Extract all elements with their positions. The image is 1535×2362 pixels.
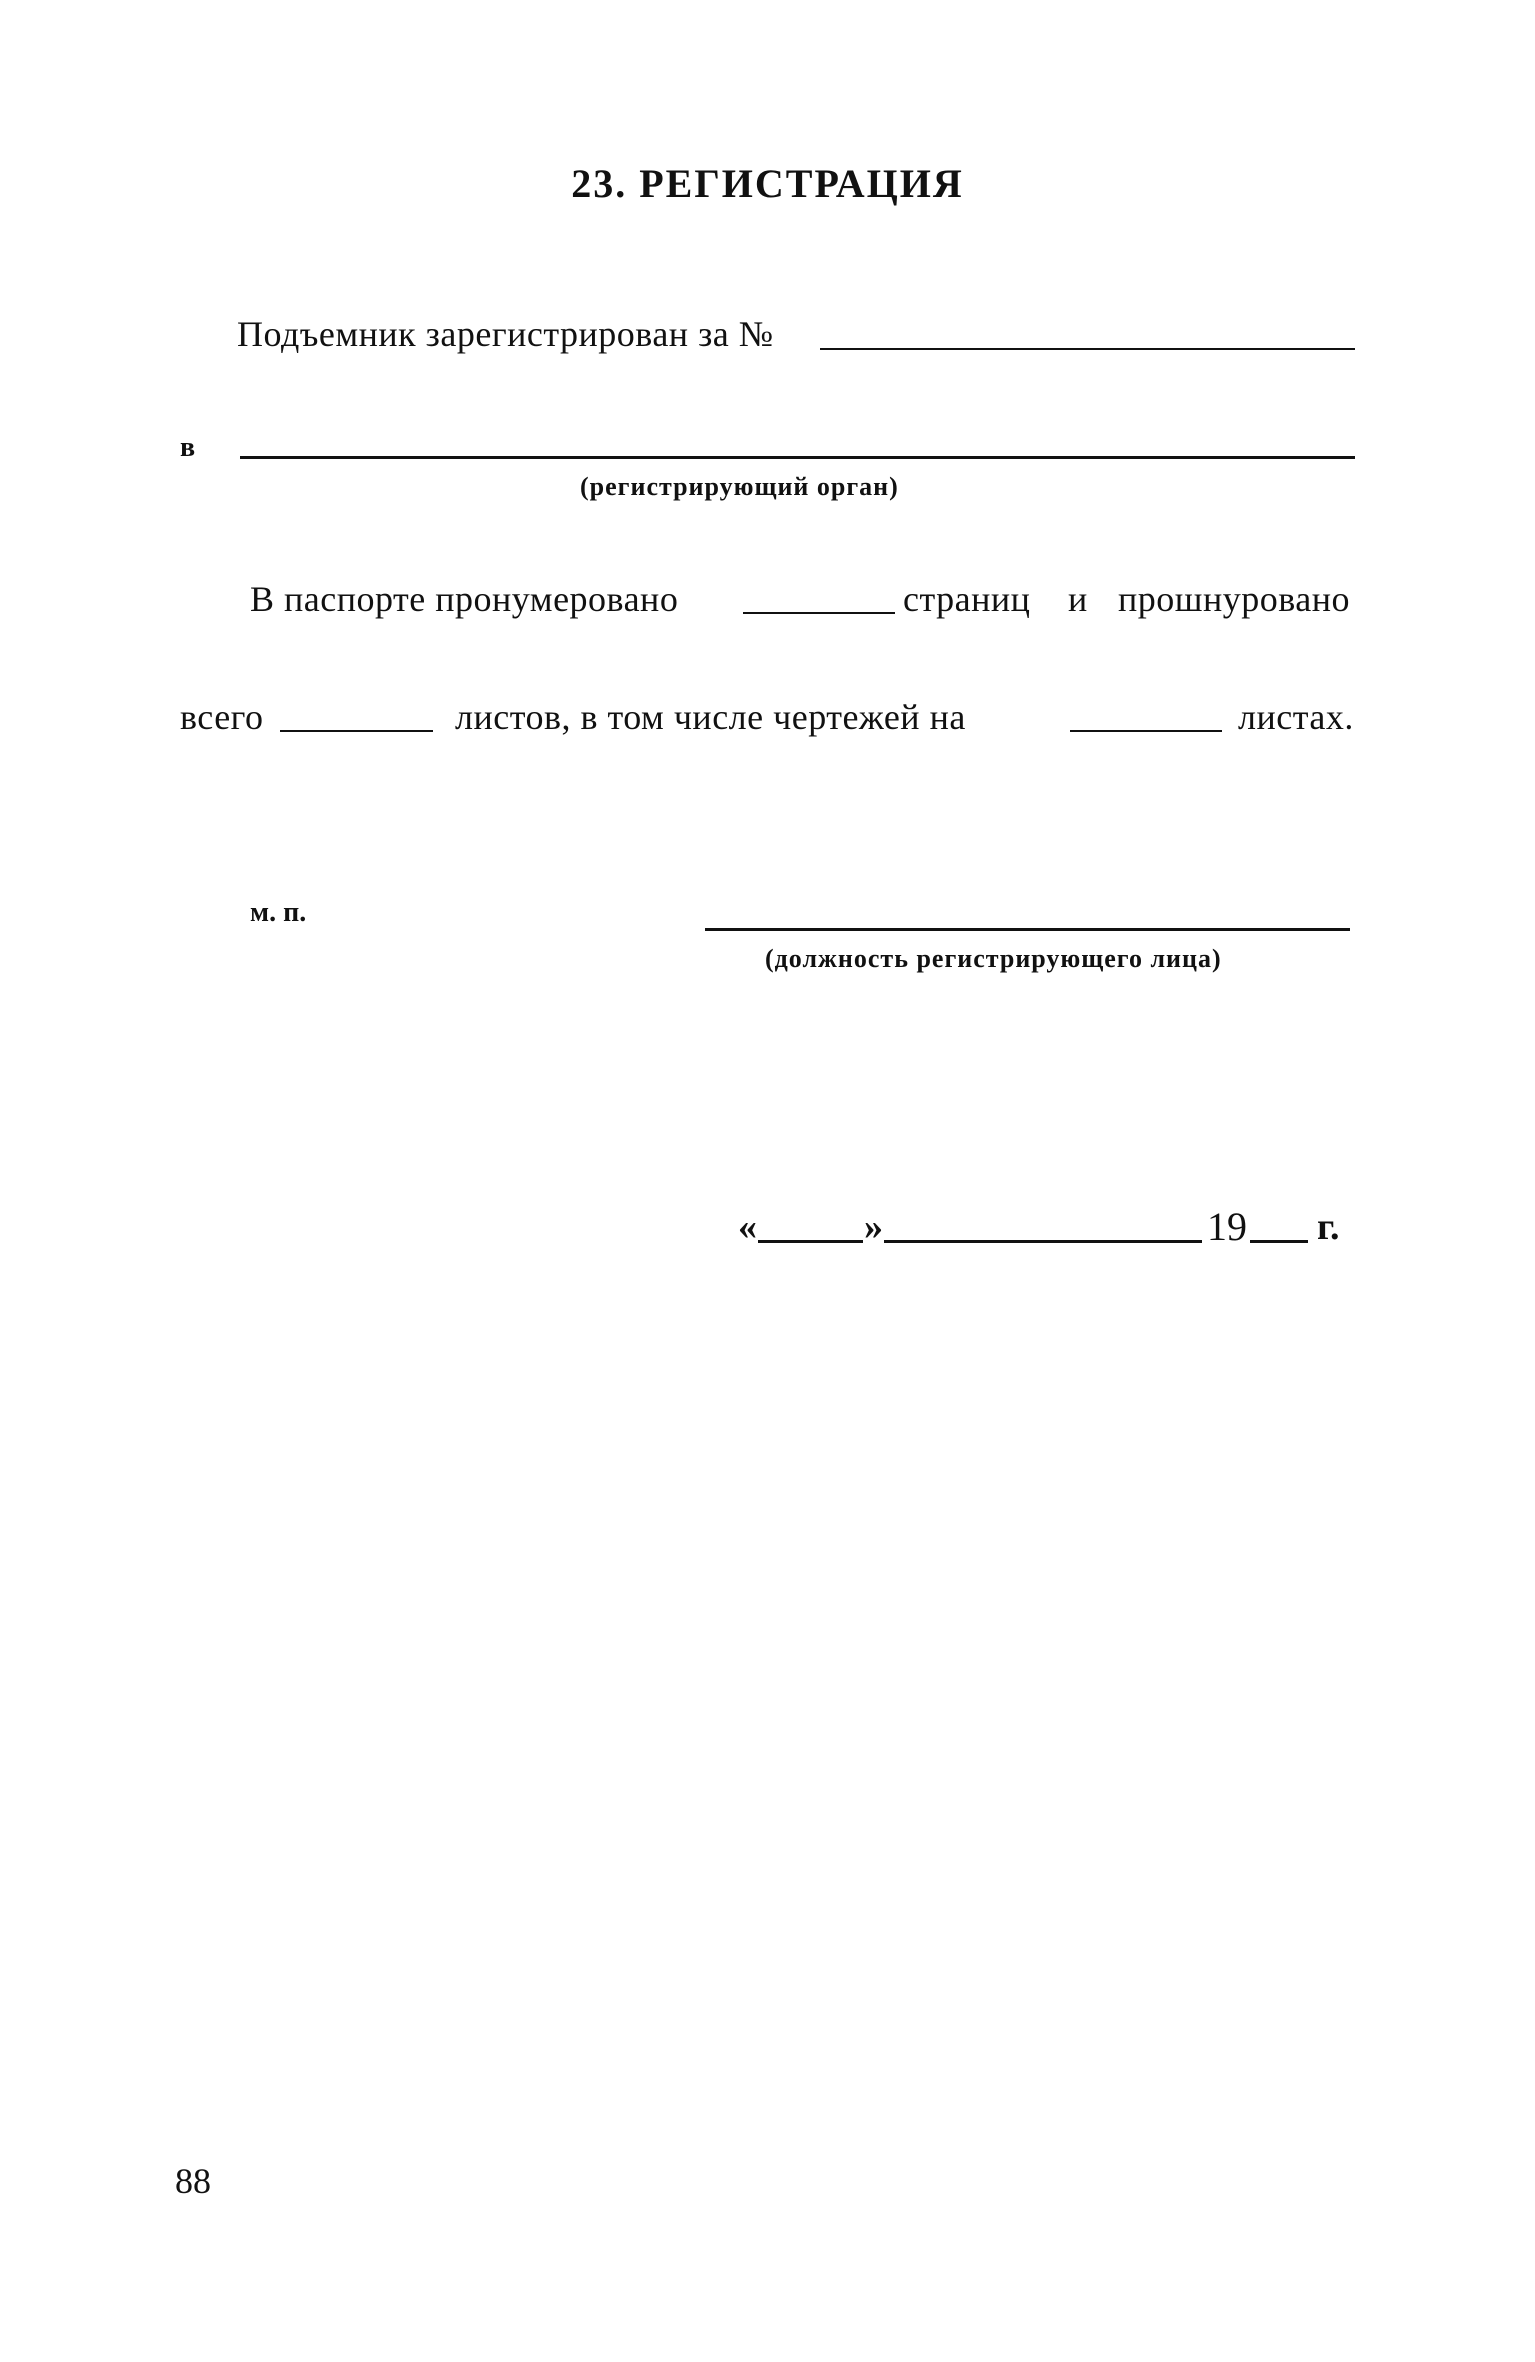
drawing-sheets-blank[interactable]: [1070, 730, 1222, 732]
position-signature-blank[interactable]: [705, 928, 1350, 931]
and-label: и: [1068, 579, 1088, 619]
registering-authority-caption: (регистрирующий орган): [580, 472, 899, 501]
registration-number-blank[interactable]: [820, 348, 1355, 350]
page-title: 23. РЕГИСТРАЦИЯ: [571, 161, 964, 206]
month-blank[interactable]: [884, 1240, 1202, 1243]
authority-prefix: в: [180, 432, 196, 463]
date-open-quote: «: [738, 1206, 757, 1248]
laced-label: прошнуровано: [1118, 579, 1351, 619]
registration-number-label: Подъемник зарегистрирован за №: [237, 314, 774, 354]
date-close-quote: »: [864, 1206, 883, 1248]
stamp-place-label: м. п.: [250, 897, 307, 928]
year-century: 19: [1207, 1204, 1247, 1249]
pages-label: страниц: [903, 579, 1031, 619]
total-label: всего: [180, 697, 264, 737]
day-blank[interactable]: [758, 1240, 863, 1243]
year-blank[interactable]: [1250, 1240, 1308, 1243]
sheets-end-label: листах.: [1238, 697, 1354, 737]
sheets-drawings-label: листов, в том числе чертежей на: [455, 697, 966, 737]
page-number: 88: [175, 2161, 211, 2201]
year-suffix: г.: [1317, 1206, 1340, 1248]
registering-authority-blank[interactable]: [240, 456, 1355, 459]
passport-numbered-label: В паспорте пронумеровано: [250, 579, 679, 619]
position-caption: (должность регистрирующего лица): [765, 944, 1222, 973]
sheets-count-blank[interactable]: [280, 730, 433, 732]
pages-count-blank[interactable]: [743, 612, 895, 614]
